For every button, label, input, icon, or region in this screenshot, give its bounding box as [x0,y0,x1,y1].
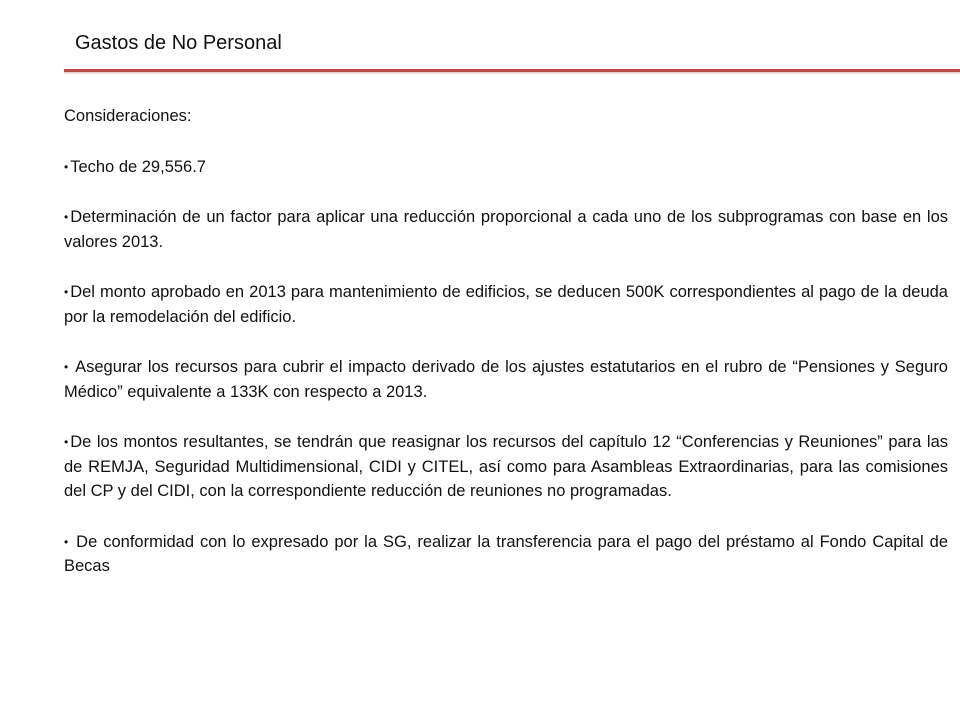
bullet-marker: • [64,210,69,224]
bullet-item [64,205,948,254]
bullet-text: Techo de 29,556.7 [70,157,206,176]
bullet-item [64,530,948,579]
bullet-marker: • [64,159,69,174]
bullet-marker: • [64,435,69,449]
bullet-text: De los montos resultantes, se tendrán que reasignar los recursos del capítulo 12 “Conferencias y Reuniones” para las de REMJA, Seguridad Multidimensional, CIDI y CITEL, así como para Asambleas Extraordinarias, para las comisiones del CP y del CIDI, con la correspondiente reducción de reuniones no programadas. [64,433,948,500]
bullet-item [64,280,948,329]
considerations-heading: Consideraciones: [64,107,192,125]
bullet-text: Del monto aprobado en 2013 para mantenimiento de edificios, se deducen 500K correspondientes al pago de la deuda por la remodelación del edificio. [64,283,948,326]
bullet-marker: • [64,534,69,549]
title-divider-shadow [64,72,960,75]
bullet-item [64,355,948,404]
slide-title: Gastos de No Personal [75,32,282,54]
bullet-text: Determinación de un factor para aplicar una reducción proporcional a cada uno de los subprogramas con base en los valores 2013. [64,208,948,251]
slide-body [64,104,948,605]
bullet-text: De conformidad con lo expresado por la SG, realizar la transferencia para el pago del préstamo al Fondo Capital de Becas [64,532,948,575]
bullet-item [64,430,948,504]
bullet-item [64,155,948,180]
bullet-marker: • [64,285,69,299]
bullet-marker: • [64,360,69,374]
bullet-text: Asegurar los recursos para cubrir el impacto derivado de los ajustes estatutarios en el rubro de “Pensiones y Seguro Médico” equivalente a 133K con respecto a 2013. [64,358,948,401]
